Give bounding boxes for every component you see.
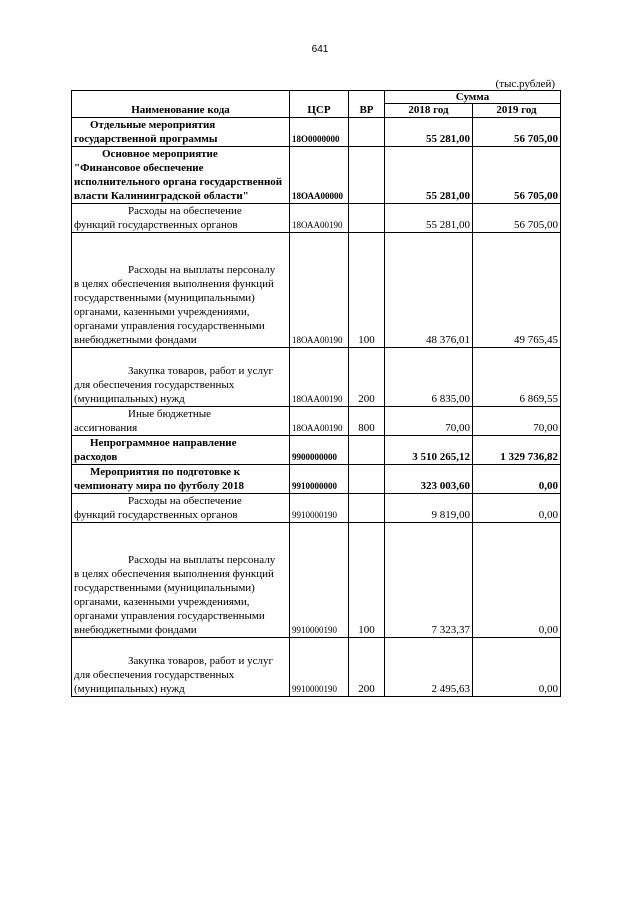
row-csr: 9910000000	[290, 465, 349, 494]
row-vr	[349, 204, 385, 233]
row-2018: 55 281,00	[385, 147, 473, 204]
table-row	[72, 523, 561, 638]
row-vr: 200	[349, 638, 385, 697]
row-name-first: Расходы на выплаты персоналу	[128, 554, 276, 566]
table-row	[72, 407, 561, 436]
header-year-2019: 2019 год	[473, 104, 561, 118]
row-name-rest: в целях обеспечения выполнения функций государственными (муниципальными) органами, казенными учреждениями, органами управления государственными внебюджетными фондами	[74, 278, 274, 346]
row-name	[72, 233, 290, 348]
header-name: Наименование кода	[72, 91, 290, 118]
row-name	[72, 494, 290, 523]
table-row	[72, 204, 561, 233]
row-2019: 0,00	[473, 523, 561, 638]
row-name-rest: государственной программы	[74, 133, 218, 145]
row-name	[72, 204, 290, 233]
row-2019: 70,00	[473, 407, 561, 436]
row-csr: 18ОАА00190	[290, 348, 349, 407]
row-name-rest: ассигнования	[74, 422, 138, 434]
row-2019: 49 765,45	[473, 233, 561, 348]
row-csr: 18ОАА00190	[290, 204, 349, 233]
row-vr: 200	[349, 348, 385, 407]
row-vr	[349, 118, 385, 147]
table-row	[72, 348, 561, 407]
row-2019: 56 705,00	[473, 204, 561, 233]
row-csr: 9910000190	[290, 638, 349, 697]
row-name-first: Расходы на обеспечение	[128, 205, 242, 217]
row-name-rest: для обеспечения государственных (муниципальных) нужд	[74, 669, 235, 695]
row-vr	[349, 494, 385, 523]
row-csr: 18ОАА00190	[290, 233, 349, 348]
row-2019: 1 329 736,82	[473, 436, 561, 465]
row-2019: 0,00	[473, 465, 561, 494]
budget-table	[71, 90, 561, 697]
row-name	[72, 436, 290, 465]
row-csr: 18О0000000	[290, 118, 349, 147]
row-2018: 9 819,00	[385, 494, 473, 523]
row-name-rest: функций государственных органов	[74, 219, 238, 231]
header-year-2018: 2018 год	[385, 104, 473, 118]
row-name-rest: в целях обеспечения выполнения функций государственными (муниципальными) органами, казенными учреждениями, органами управления государственными внебюджетными фондами	[74, 568, 274, 636]
row-csr: 18ОАА00000	[290, 147, 349, 204]
table-row	[72, 465, 561, 494]
unit-note: (тыс.рублей)	[495, 78, 555, 90]
row-name	[72, 147, 290, 204]
row-csr: 9910000190	[290, 523, 349, 638]
row-2018: 323 003,60	[385, 465, 473, 494]
row-name-rest: функций государственных органов	[74, 509, 238, 521]
row-name-rest: "Финансовое обеспечение исполнительного органа государственной власти Калининградской области"	[74, 162, 283, 202]
row-name-first: Закупка товаров, работ и услуг	[128, 365, 273, 377]
header-vr: ВР	[349, 91, 385, 118]
row-vr	[349, 147, 385, 204]
row-name-first: Расходы на обеспечение	[128, 495, 242, 507]
header-csr: ЦСР	[290, 91, 349, 118]
page-number: 641	[311, 44, 329, 55]
row-name	[72, 118, 290, 147]
row-2019: 0,00	[473, 638, 561, 697]
row-vr: 100	[349, 523, 385, 638]
row-name-first: Закупка товаров, работ и услуг	[128, 655, 273, 667]
row-vr	[349, 436, 385, 465]
table-row	[72, 638, 561, 697]
row-name	[72, 407, 290, 436]
row-name-rest: расходов	[74, 451, 118, 463]
row-2018: 70,00	[385, 407, 473, 436]
row-name-rest: для обеспечения государственных (муниципальных) нужд	[74, 379, 235, 405]
row-csr: 18ОАА00190	[290, 407, 349, 436]
row-name	[72, 348, 290, 407]
row-name	[72, 465, 290, 494]
row-2019: 56 705,00	[473, 147, 561, 204]
row-vr: 100	[349, 233, 385, 348]
row-name-first: Иные бюджетные	[128, 408, 212, 420]
table-row	[72, 233, 561, 348]
table-row	[72, 494, 561, 523]
row-2018: 2 495,63	[385, 638, 473, 697]
row-csr: 9910000190	[290, 494, 349, 523]
table-row	[72, 436, 561, 465]
row-2019: 6 869,55	[473, 348, 561, 407]
row-name-first: Основное мероприятие	[102, 148, 218, 160]
row-name-first: Расходы на выплаты персоналу	[128, 264, 276, 276]
row-2018: 7 323,37	[385, 523, 473, 638]
row-2019: 56 705,00	[473, 118, 561, 147]
row-name	[72, 523, 290, 638]
table-row	[72, 147, 561, 204]
row-2019: 0,00	[473, 494, 561, 523]
row-2018: 3 510 265,12	[385, 436, 473, 465]
row-csr: 9900000000	[290, 436, 349, 465]
table-row	[72, 118, 561, 147]
header-sum: Сумма	[385, 91, 561, 104]
row-name-first: Непрограммное направление	[90, 437, 237, 449]
row-name-first: Мероприятия по подготовке к	[90, 466, 241, 478]
row-vr	[349, 465, 385, 494]
row-name-rest: чемпионату мира по футболу 2018	[74, 480, 244, 492]
row-name-first: Отдельные мероприятия	[90, 119, 216, 131]
row-2018: 55 281,00	[385, 118, 473, 147]
row-name	[72, 638, 290, 697]
row-2018: 48 376,01	[385, 233, 473, 348]
row-vr: 800	[349, 407, 385, 436]
row-2018: 6 835,00	[385, 348, 473, 407]
row-2018: 55 281,00	[385, 204, 473, 233]
